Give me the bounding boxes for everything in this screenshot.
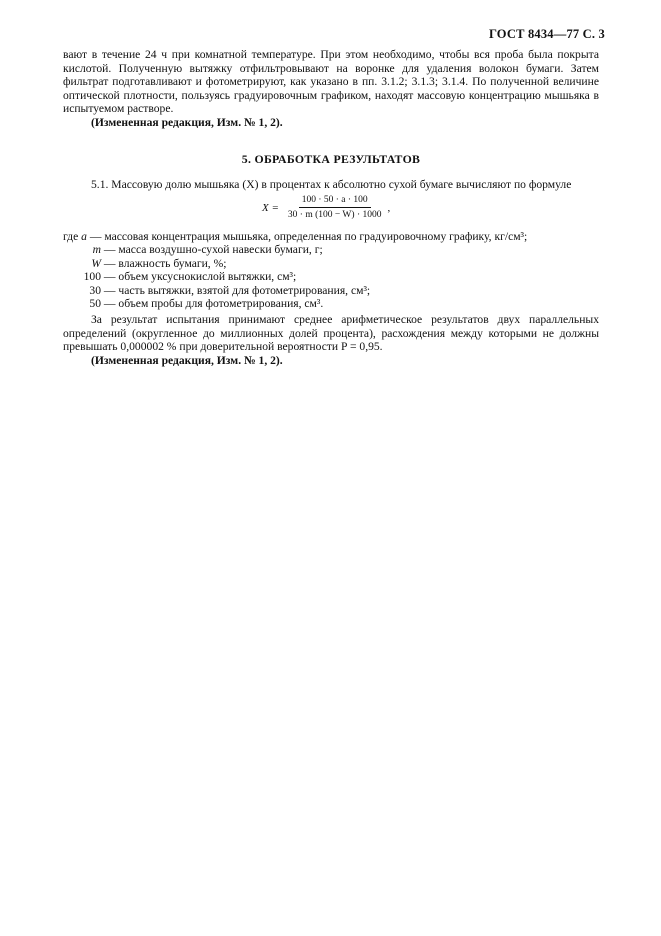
definition-symbol: m <box>92 243 101 257</box>
definition-row <box>63 257 599 270</box>
definition-row <box>63 243 599 256</box>
definition-text: — объем уксуснокислой вытяжки, см³; <box>101 270 297 284</box>
definition-text: — влажность бумаги, %; <box>101 256 227 270</box>
para-5-1: 5.1. Массовую долю мышьяка (X) в процентах к абсолютно сухой бумаге вычисляют по формуле <box>91 178 572 191</box>
definition-symbol: 50 <box>89 297 101 311</box>
formula <box>262 195 390 220</box>
definition-prefix: где <box>63 230 82 243</box>
definition-symbol: a <box>81 230 87 243</box>
section-title: 5. ОБРАБОТКА РЕЗУЛЬТАТОВ <box>241 152 421 166</box>
result-block <box>63 313 599 367</box>
formula-denominator: 30 · m (100 − W) · 1000 <box>287 210 382 220</box>
definitions-list <box>63 230 599 310</box>
definition-text: — объем пробы для фотометрирования, см³. <box>101 297 324 311</box>
definition-text: — масса воздушно-сухой навески бумаги, г; <box>101 243 323 257</box>
definition-symbol: 30 <box>89 283 101 297</box>
definition-row <box>63 297 599 310</box>
intro-paragraph: вают в течение 24 ч при комнатной температуре. При этом необходимо, чтобы вся проба была покрыта кислотой. Полученную вытяжку отфильтровывают на воронке для удаления волокон бумаги. Затем фильтрат подготавливают и фотометрируют, как указано в пп. 3.1.2; 3.1.3; 3.1.4. По полученной величине оптической плотности, пользуясь градуировочным графиком, находят массовую концентрацию мышьяка в испытуемом растворе. <box>63 48 599 116</box>
definition-row <box>63 230 599 243</box>
formula-trail: , <box>387 201 391 214</box>
amendment-note: (Измененная редакция, Изм. № 1, 2). <box>91 115 283 129</box>
formula-lhs: X = <box>262 201 279 214</box>
definition-text: — часть вытяжки, взятой для фотометрирования, см³; <box>101 283 371 297</box>
para-5-1-block <box>63 178 599 192</box>
definition-row <box>63 284 599 297</box>
definition-symbol: W <box>91 256 101 270</box>
formula-fraction <box>285 195 385 220</box>
definition-text: — массовая концентрация мышьяка, определенная по градуировочному графику, кг/см³; <box>86 230 528 243</box>
formula-numerator: 100 · 50 · a · 100 <box>299 195 371 208</box>
result-paragraph: За результат испытания принимают среднее арифметическое результатов двух параллельных определений (округленное до миллионных долей процента), расхождения между которыми не должны превышать 0,000002 % при доверительной вероятности P = 0,95. <box>63 313 599 354</box>
intro-block <box>63 48 599 130</box>
definition-symbol: 100 <box>83 270 101 284</box>
page-header: ГОСТ 8434—77 С. 3 <box>488 27 605 41</box>
definition-row <box>63 270 599 283</box>
amendment-note: (Измененная редакция, Изм. № 1, 2). <box>91 353 283 367</box>
